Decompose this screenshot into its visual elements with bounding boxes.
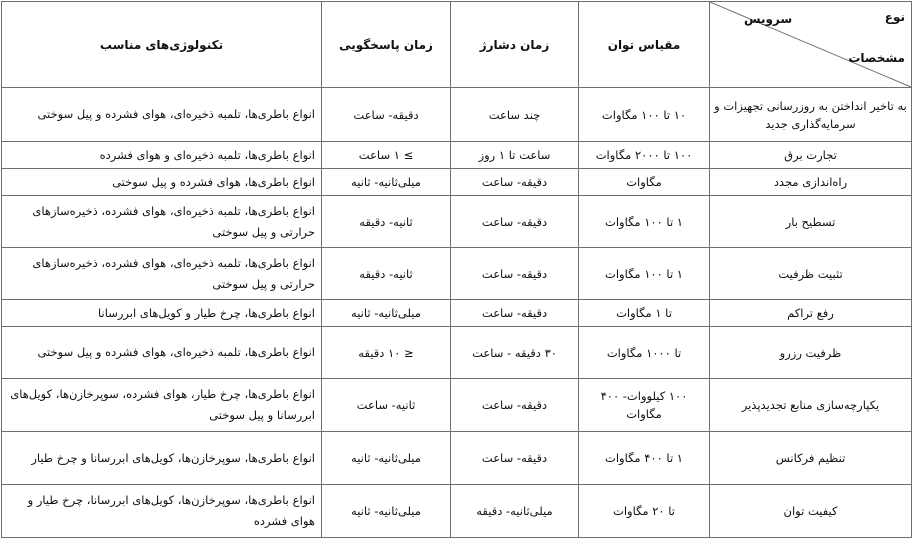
table-row xyxy=(2,142,912,169)
corner-service-label: سرویس xyxy=(744,12,793,26)
response-cell: میلی‌ثانیه- ثانیه xyxy=(322,432,451,485)
power-cell: مگاوات xyxy=(579,169,710,196)
header-discharge-time: زمان دشارژ xyxy=(451,2,579,88)
table-row xyxy=(2,88,912,142)
response-cell: میلی‌ثانیه- ثانیه xyxy=(322,300,451,327)
power-cell: تا ۱۰۰۰ مگاوات xyxy=(579,327,710,379)
header-technologies: تکنولوژی‌های مناسب xyxy=(2,2,322,88)
response-cell: میلی‌ثانیه- ثانیه xyxy=(322,169,451,196)
technology-cell: انواع باطری‌ها، سوپرخازن‌ها، کویل‌های ابررسانا و چرخ طیار xyxy=(2,432,322,485)
response-cell: ثانیه- دقیقه xyxy=(322,196,451,248)
technology-cell: انواع باطری‌ها، تلمبه ذخیره‌ای، هوای فشرده و پیل سوختی xyxy=(2,327,322,379)
service-cell: به تاخیر انداختن به روزرسانی تجهیزات و سرمایه‌گذاری جدید xyxy=(710,88,912,142)
service-cell: تسطیح بار xyxy=(710,196,912,248)
response-cell: میلی‌ثانیه- ثانیه xyxy=(322,485,451,538)
service-cell: تثبیت ظرفیت xyxy=(710,248,912,300)
service-cell: تجارت برق xyxy=(710,142,912,169)
power-cell: ۱۰ تا ۱۰۰ مگاوات xyxy=(579,88,710,142)
power-cell: تا ۲۰ مگاوات xyxy=(579,485,710,538)
discharge-cell: دقیقه- ساعت xyxy=(451,300,579,327)
table-row xyxy=(2,432,912,485)
service-cell: رفع تراکم xyxy=(710,300,912,327)
technology-cell: انواع باطری‌ها، تلمبه ذخیره‌ای، هوای فشرده، ذخیره‌سازهای حرارتی و پیل سوختی xyxy=(2,196,322,248)
power-cell: ۱۰۰ تا ۲۰۰۰ مگاوات xyxy=(579,142,710,169)
discharge-cell: چند ساعت xyxy=(451,88,579,142)
table-row xyxy=(2,248,912,300)
technology-cell: انواع باطری‌ها، تلمبه ذخیره‌ای و هوای فشرده xyxy=(2,142,322,169)
service-cell: راه‌اندازی مجدد xyxy=(710,169,912,196)
technology-cell: انواع باطری‌ها، هوای فشرده و پیل سوختی xyxy=(2,169,322,196)
technology-cell: انواع باطری‌ها، تلمبه ذخیره‌ای، هوای فشرده و پیل سوختی xyxy=(2,88,322,142)
discharge-cell: دقیقه- ساعت xyxy=(451,379,579,432)
response-cell: دقیقه- ساعت xyxy=(322,88,451,142)
response-cell: ≥ ۱ ساعت xyxy=(322,142,451,169)
discharge-cell: دقیقه- ساعت xyxy=(451,432,579,485)
table-row xyxy=(2,300,912,327)
corner-kind-label: نوع xyxy=(884,10,905,24)
service-cell: ظرفیت رزرو xyxy=(710,327,912,379)
discharge-cell: ۳۰ دقیقه - ساعت xyxy=(451,327,579,379)
power-cell: ۱ تا ۱۰۰ مگاوات xyxy=(579,248,710,300)
table-row xyxy=(2,169,912,196)
table-row xyxy=(2,196,912,248)
power-cell: ۱ تا ۴۰۰ مگاوات xyxy=(579,432,710,485)
discharge-cell: دقیقه- ساعت xyxy=(451,196,579,248)
service-cell: یکپارچه‌سازی منابع تجدیدپذیر xyxy=(710,379,912,432)
corner-header-cell xyxy=(710,2,912,88)
storage-services-table xyxy=(1,1,912,538)
power-cell: ۱ تا ۱۰۰ مگاوات xyxy=(579,196,710,248)
technology-cell: انواع باطری‌ها، چرخ طیار و کویل‌های ابررسانا xyxy=(2,300,322,327)
corner-props-label: مشخصات xyxy=(848,51,905,65)
response-cell: ثانیه- ساعت xyxy=(322,379,451,432)
power-cell: تا ۱ مگاوات xyxy=(579,300,710,327)
technology-cell: انواع باطری‌ها، تلمبه ذخیره‌ای، هوای فشرده، ذخیره‌سازهای حرارتی و پیل سوختی xyxy=(2,248,322,300)
response-cell: ثانیه- دقیقه xyxy=(322,248,451,300)
table-row xyxy=(2,327,912,379)
discharge-cell: دقیقه- ساعت xyxy=(451,169,579,196)
table-row xyxy=(2,485,912,538)
technology-cell: انواع باطری‌ها، چرخ طیار، هوای فشرده، سوپرخازن‌ها، کویل‌های ابررسانا و پیل سوختی xyxy=(2,379,322,432)
power-cell: ۱۰۰ کیلووات- ۴۰۰ مگاوات xyxy=(579,379,710,432)
service-cell: کیفیت توان xyxy=(710,485,912,538)
header-power-scale: مقیاس توان xyxy=(579,2,710,88)
header-response-time: زمان پاسخگویی xyxy=(322,2,451,88)
service-cell: تنظیم فرکانس xyxy=(710,432,912,485)
discharge-cell: میلی‌ثانیه- دقیقه xyxy=(451,485,579,538)
header-row xyxy=(2,2,912,88)
table-row xyxy=(2,379,912,432)
diagonal-divider xyxy=(710,2,911,87)
discharge-cell: ساعت تا ۱ روز xyxy=(451,142,579,169)
response-cell: ≤ ۱۰ دقیقه xyxy=(322,327,451,379)
technology-cell: انواع باطری‌ها، سوپرخازن‌ها، کویل‌های ابررسانا، چرخ طیار و هوای فشرده xyxy=(2,485,322,538)
discharge-cell: دقیقه- ساعت xyxy=(451,248,579,300)
